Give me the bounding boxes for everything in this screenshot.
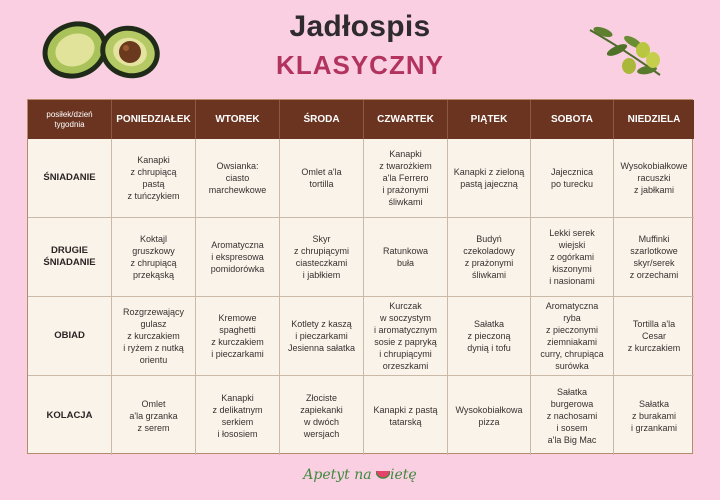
meal-cell: Lekki serek wiejski z ogórkami kiszonymi i nasionami (531, 218, 614, 297)
meal-cell: Kanapki z chrupiącą pastą z tuńczykiem (112, 139, 196, 218)
brand-footer (0, 467, 720, 483)
meal-cell: Jajecznica po turecku (531, 139, 614, 218)
watermelon-icon (376, 471, 390, 479)
meal-header: ŚNIADANIE (28, 139, 112, 218)
meal-cell: Koktajl gruszkowy z chrupiącą przekąską (112, 218, 196, 297)
meal-header: DRUGIE ŚNIADANIE (28, 218, 112, 297)
brand-text-right: ietę (390, 467, 417, 483)
meal-header: OBIAD (28, 297, 112, 376)
day-header: NIEDZIELA (614, 100, 694, 139)
day-header: SOBOTA (531, 100, 614, 139)
table-corner-header: posiłek/dzień tygodnia (28, 100, 112, 139)
meal-cell: Aromatyczna i ekspresowa pomidorówka (196, 218, 280, 297)
meal-cell: Omlet a'la grzanka z serem (112, 376, 196, 455)
meal-cell: Owsianka: ciasto marchewkowe (196, 139, 280, 218)
meal-cell: Muffinki szarlotkowe skyr/serek z orzechami (614, 218, 694, 297)
meal-cell: Kanapki z pastą tatarską (364, 376, 448, 455)
meal-cell: Skyr z chrupiącymi ciasteczkami i jabłkiem (280, 218, 364, 297)
meal-cell: Sałatka z burakami i grzankami (630, 398, 677, 433)
menu-table (27, 99, 693, 454)
day-header: WTOREK (196, 100, 280, 139)
meal-cell: Wysokobiałkowe racuszki z jabłkami (614, 139, 694, 218)
meal-cell: Budyń czekoladowy z prażonymi śliwkami (448, 218, 531, 297)
meal-cell: Kurczak w soczystym i aromatycznym sosie z papryką i chrupiącymi orzeszkami (364, 297, 448, 376)
meal-cell: Wysokobiałkowa pizza (448, 376, 531, 455)
meal-cell: Aromatyczna ryba z pieczonymi ziemniakami curry, chrupiąca surówka (531, 297, 614, 376)
meal-header: KOLACJA (28, 376, 112, 455)
page-subtitle: KLASYCZNY (276, 50, 444, 80)
day-header: PIĄTEK (448, 100, 531, 139)
meal-cell: Rozgrzewający gulasz z kurczakiem i ryżem z nutką orientu (112, 297, 196, 376)
day-header: PONIEDZIAŁEK (112, 100, 196, 139)
meal-cell: Omlet a'la tortilla (280, 139, 364, 218)
brand-text-left: Apetyt na (303, 467, 377, 483)
meal-cell: Złociste zapiekanki w dwóch wersjach (280, 376, 364, 455)
meal-cell: Sałatka burgerowa z nachosami i sosem a'la Big Mac (531, 376, 614, 455)
page-title: Jadłospis (289, 10, 431, 43)
day-header: ŚRODA (280, 100, 364, 139)
meal-cell: Kanapki z delikatnym serkiem i łososiem (196, 376, 280, 455)
meal-cell: Kanapki z zieloną pastą jajeczną (448, 139, 531, 218)
meal-cell: Kotlety z kaszą i pieczarkami Jesienna sałatka (280, 297, 364, 376)
meal-cell: Ratunkowa buła (364, 218, 448, 297)
day-header: CZWARTEK (364, 100, 448, 139)
meal-cell: Kanapki z twarożkiem a'la Ferrero i prażonymi śliwkami (364, 139, 448, 218)
meal-cell: Sałatka z pieczoną dynią i tofu (448, 297, 531, 376)
meal-cell: Kremowe spaghetti z kurczakiem i pieczarkami (196, 297, 280, 376)
meal-cell: Tortilla a'la Cesar z kurczakiem (614, 297, 694, 376)
